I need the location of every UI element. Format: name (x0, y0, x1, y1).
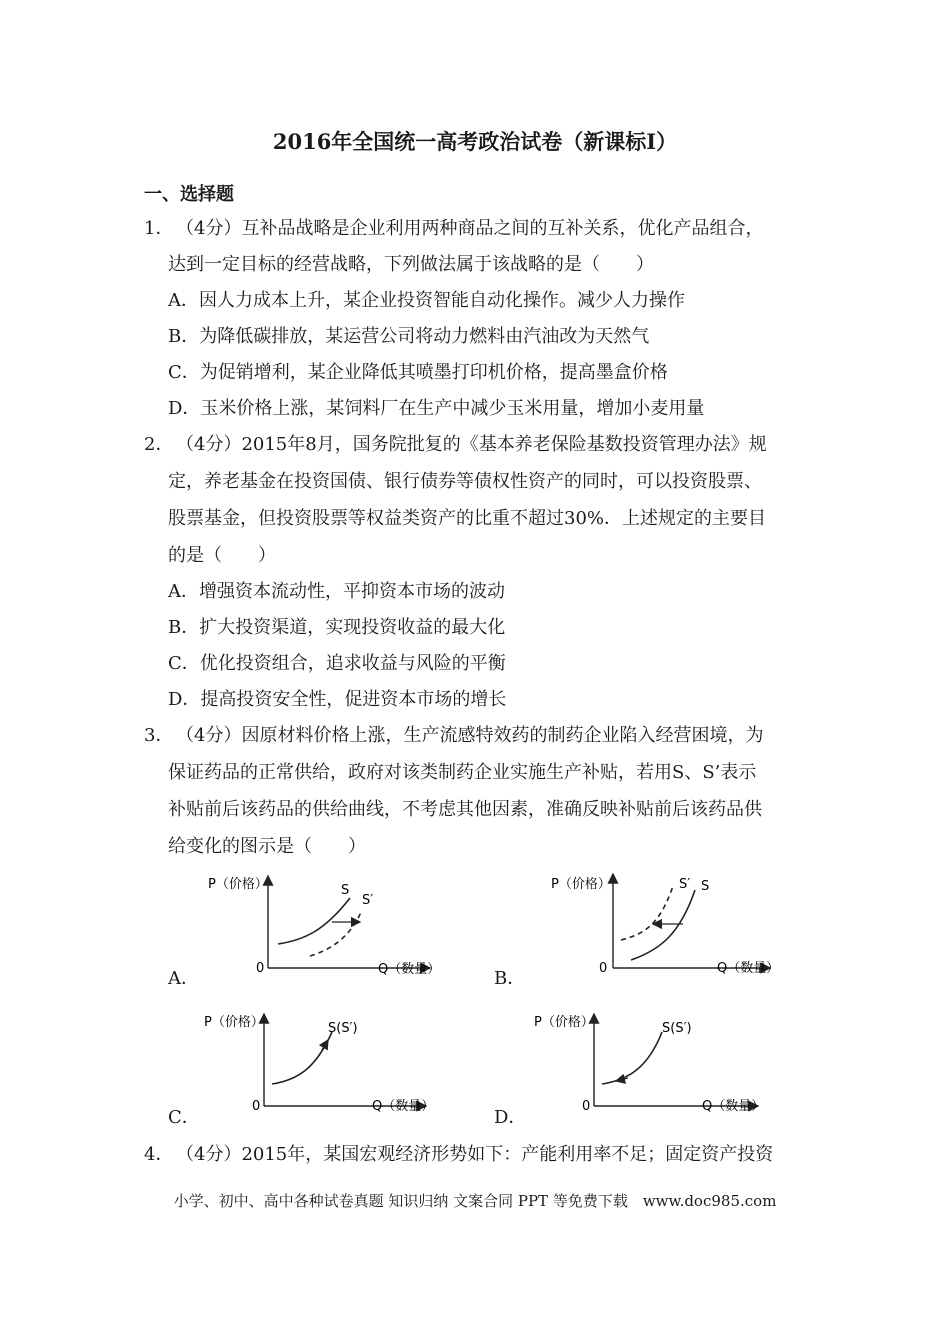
q2-option-b: B．扩大投资渠道，实现投资收益的最大化 (168, 617, 506, 638)
origin-label: 0 (599, 961, 608, 976)
q1-stem-line1: （4分）互补品战略是企业利用两种商品之间的互补关系，优化产品组合， (176, 218, 764, 239)
supply-curve-s (272, 1032, 332, 1084)
q2-option-c: C．优化投资组合，追求收益与风险的平衡 (168, 653, 506, 674)
movement-arrow (322, 1040, 328, 1050)
curve-label-s: S (701, 879, 710, 894)
y-axis-label: P（价格） (534, 1015, 594, 1030)
supply-curve-s-prime (310, 910, 362, 956)
curve-label-s-combined: S(S′) (662, 1021, 692, 1036)
q3-number: 3． (144, 725, 174, 746)
curve-label-s: S (341, 883, 350, 898)
page-title: 2016年全国统一高考政治试卷（新课标I） (272, 129, 678, 154)
supply-curve-s (278, 898, 350, 944)
q1-option-b: B．为降低碳排放，某运营公司将动力燃料由汽油改为天然气 (168, 326, 650, 347)
q2-stem-line3: 股票基金，但投资股票等权益类资产的比重不超过30%．上述规定的主要目 (168, 508, 767, 529)
supply-curve-s (631, 890, 695, 960)
q1-option-d: D．玉米价格上涨，某饲料厂在生产中减少玉米用量，增加小麦用量 (168, 398, 705, 419)
origin-label: 0 (256, 961, 265, 976)
q1-option-a: A．因人力成本上升，某企业投资智能自动化操作。减少人力操作 (168, 290, 685, 311)
q3-option-d-label: D． (494, 1107, 527, 1128)
q4-stem-line1: （4分）2015年，某国宏观经济形势如下：产能利用率不足；固定资产投资 (176, 1144, 774, 1165)
q2-stem-line1: （4分）2015年8月，国务院批复的《基本养老保险基数投资管理办法》规 (176, 434, 767, 455)
q1-option-c: C．为促销增利，某企业降低其喷墨打印机价格，提高墨盒价格 (168, 362, 668, 383)
q3-option-b-label: B． (494, 968, 526, 989)
section-heading: 一、选择题 (144, 184, 234, 205)
y-axis-label: P（价格） (208, 877, 268, 892)
x-axis-label: Q（数量） (372, 1099, 435, 1114)
origin-label: 0 (252, 1099, 261, 1114)
q3-option-c-label: C． (168, 1107, 200, 1128)
x-axis-label: Q（数量） (378, 962, 441, 977)
curve-label-s-combined: S(S′) (328, 1021, 358, 1036)
y-axis-label: P（价格） (204, 1015, 264, 1030)
curve-label-s-prime: S′ (679, 877, 691, 892)
q4-number: 4． (144, 1144, 174, 1165)
x-axis-label: Q（数量） (702, 1099, 765, 1114)
supply-curve-s (602, 1032, 662, 1084)
q3-stem-line4: 给变化的图示是（ ） (168, 836, 366, 857)
q3-option-c-graph (198, 1008, 448, 1123)
q3-stem-line3: 补贴前后该药品的供给曲线，不考虑其他因素，准确反映补贴前后该药品供 (168, 799, 762, 820)
q3-stem-line2: 保证药品的正常供给，政府对该类制药企业实施生产补贴，若用S、S’表示 (168, 762, 757, 783)
q1-stem-line2: 达到一定目标的经营战略，下列做法属于该战略的是（ ） (168, 254, 654, 275)
x-axis-label: Q（数量） (717, 961, 780, 976)
page-footer: 小学、初中、高中各种试卷真题 知识归纳 文案合同 PPT 等免费下载 www.doc985.com (173, 1192, 777, 1210)
q3-option-d-graph (528, 1008, 778, 1123)
q3-option-a-label: A． (168, 968, 199, 989)
q3-stem-line1: （4分）因原材料价格上涨，生产流感特效药的制药企业陷入经营困境，为 (176, 725, 764, 746)
supply-curve-s-prime (621, 886, 673, 940)
origin-label: 0 (582, 1099, 591, 1114)
q2-number: 2． (144, 434, 174, 455)
q2-option-d: D．提高投资安全性，促进资本市场的增长 (168, 689, 507, 710)
q1-number: 1． (144, 218, 174, 239)
q3-option-b-graph (545, 868, 795, 983)
y-axis-label: P（价格） (551, 877, 611, 892)
q2-option-a: A．增强资本流动性，平抑资本市场的波动 (168, 581, 505, 602)
q3-option-a-graph (200, 870, 450, 985)
q2-stem-line2: 定，养老基金在投资国债、银行债券等债权性资产的同时，可以投资股票、 (168, 471, 762, 492)
q2-stem-line4: 的是（ ） (168, 545, 276, 566)
curve-label-s-prime: S′ (362, 893, 374, 908)
